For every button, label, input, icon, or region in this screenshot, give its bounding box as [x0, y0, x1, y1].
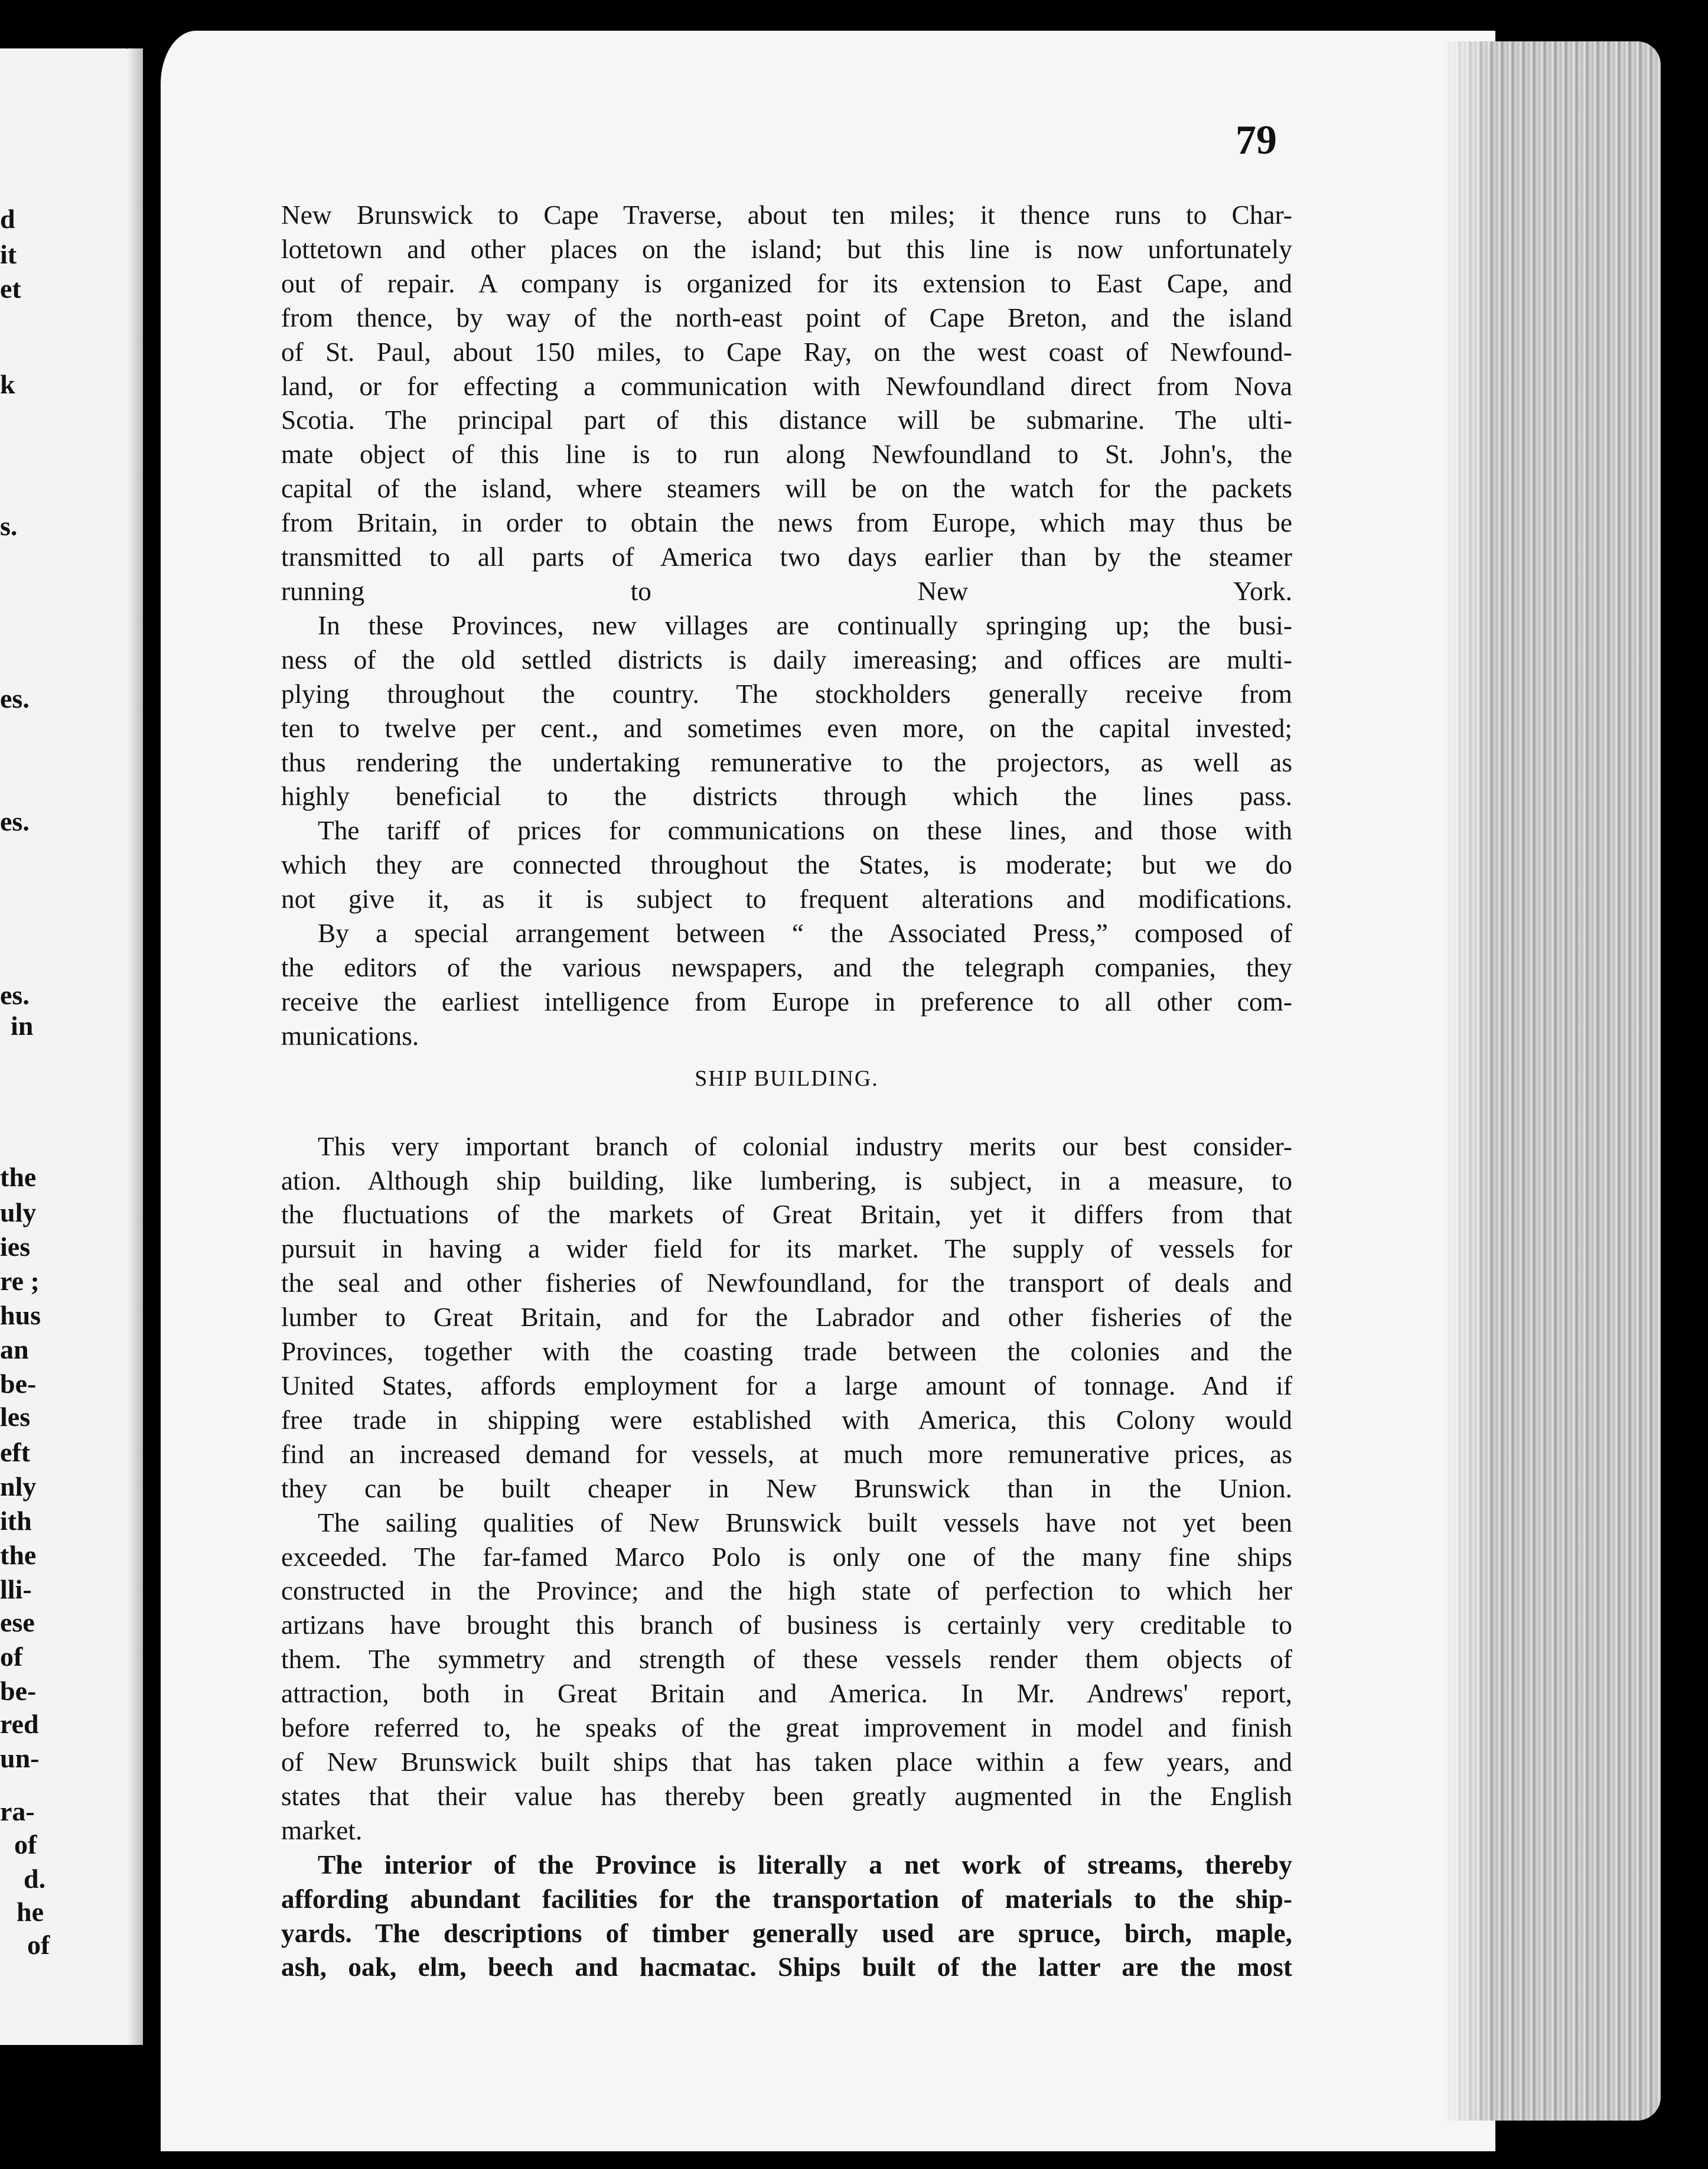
text-line: plying throughout the country. The stockholders generally receive from — [281, 679, 1292, 709]
text-line: of New Brunswick built ships that has taken place within a few years, and — [281, 1747, 1292, 1777]
text-line: free trade in shipping were established with America, this Colony would — [281, 1405, 1292, 1435]
text-line: before referred to, he speaks of the great improvement in model and finish — [281, 1713, 1292, 1743]
left-page-fragment: hus — [0, 1300, 41, 1330]
text-line: attraction, both in Great Britain and America. In Mr. Andrews' report, — [281, 1679, 1292, 1709]
left-page-fragment: ra- — [0, 1796, 35, 1826]
text-line: In these Provinces, new villages are continually springing up; the busi- — [318, 610, 1292, 640]
left-page-edge — [0, 48, 143, 2045]
text-line: of St. Paul, about 150 miles, to Cape Ray, on the west coast of Newfound- — [281, 337, 1292, 367]
paragraph-telegraph-line — [281, 198, 1292, 609]
left-page-fragment: eft — [0, 1437, 31, 1467]
left-page-fragment: an — [0, 1334, 29, 1364]
text-line: yards. The descriptions of timber generally used are spruce, birch, maple, — [281, 1918, 1292, 1948]
text-line: ation. Although ship building, like lumbering, is subject, in a measure, to — [281, 1165, 1292, 1196]
text-column — [281, 198, 1292, 1985]
paragraph-new-villages — [281, 609, 1292, 814]
left-page-fragment: nly — [0, 1471, 37, 1502]
text-line: highly beneficial to the districts through which the lines pass. — [281, 781, 1292, 812]
text-line: from Britain, in order to obtain the news from Europe, which may thus be — [281, 508, 1292, 538]
left-page-fragment: uly — [0, 1197, 37, 1227]
left-page-fragment: es. — [0, 683, 30, 714]
left-page-fragment: s. — [0, 511, 18, 541]
text-line: mate object of this line is to run along Newfoundland to St. John's, the — [281, 439, 1292, 470]
left-page-fragment: lli- — [0, 1574, 32, 1604]
left-page-fragment: be- — [0, 1369, 37, 1399]
text-line: land, or for effecting a communication with Newfoundland direct from Nova — [281, 371, 1292, 401]
text-line: the fluctuations of the markets of Great Britain, yet it differs from that — [281, 1200, 1292, 1230]
left-page-fragment: es. — [0, 806, 30, 836]
text-line: which they are connected throughout the States, is moderate; but we do — [281, 850, 1292, 880]
text-line: Provinces, together with the coasting trade between the colonies and the — [281, 1337, 1292, 1367]
text-line: affording abundant facilities for the transportation of materials to the ship- — [281, 1884, 1292, 1914]
paragraph-tariff — [281, 814, 1292, 917]
left-page-fragment: ith — [0, 1506, 32, 1536]
left-page-fragment: les — [0, 1402, 31, 1432]
left-page-fragment: it — [0, 239, 17, 269]
page-stack-edges — [1441, 41, 1661, 2121]
text-line: This very important branch of colonial industry merits our best consider- — [318, 1131, 1292, 1161]
left-page-fragment: et — [0, 273, 21, 304]
text-line: The sailing qualities of New Brunswick built vessels have not yet been — [318, 1507, 1292, 1538]
text-line: The interior of the Province is literally a net work of streams, thereby — [318, 1849, 1292, 1880]
left-page-fragment: ies — [0, 1232, 31, 1262]
text-line: munications. — [281, 1021, 419, 1051]
text-line: constructed in the Province; and the high state of perfection to which her — [281, 1576, 1292, 1606]
text-line: United States, affords employment for a large amount of tonnage. And if — [281, 1371, 1292, 1401]
text-line: By a special arrangement between “ the Associated Press,” composed of — [318, 919, 1292, 949]
text-line: exceeded. The far-famed Marco Polo is only one of the many fine ships — [281, 1542, 1292, 1572]
paragraph-ship-building — [281, 1130, 1292, 1506]
text-line: they can be built cheaper in New Brunswick than in the Union. — [281, 1473, 1292, 1503]
text-line: thus rendering the undertaking remunerative to the projectors, as well as — [281, 747, 1292, 777]
left-page-fragment: red — [0, 1709, 39, 1739]
left-page-fragment: re ; — [0, 1266, 40, 1296]
page-number: 79 — [1236, 118, 1277, 163]
paragraph-sailing-qualities — [281, 1506, 1292, 1848]
left-page-fragment: of — [27, 1930, 50, 1960]
left-page-fragment: d — [0, 204, 15, 234]
left-page-fragment: of — [0, 1642, 23, 1672]
left-page-fragment: k — [0, 369, 15, 399]
text-line: Scotia. The principal part of this distance will be submarine. The ulti- — [281, 405, 1292, 435]
text-line: the seal and other fisheries of Newfoundland, for the transport of deals and — [281, 1268, 1292, 1298]
text-line: from thence, by way of the north-east point of Cape Breton, and the island — [281, 302, 1292, 333]
left-page-fragment: the — [0, 1162, 37, 1192]
left-page-fragment: es. — [0, 980, 30, 1010]
text-line: states that their value has thereby been greatly augmented in the English — [281, 1781, 1292, 1811]
left-page-gutter — [128, 48, 143, 2045]
text-line: not give it, as it is subject to frequent alterations and modifications. — [281, 884, 1292, 914]
text-line: market. — [281, 1815, 363, 1845]
text-line: ness of the old settled districts is daily imereasing; and offices are multi- — [281, 644, 1292, 675]
text-line: capital of the island, where steamers will be on the watch for the packets — [281, 474, 1292, 504]
text-line: artizans have brought this branch of business is certainly very creditable to — [281, 1610, 1292, 1640]
left-page-fragment: of — [14, 1829, 37, 1859]
left-page-fragment: ese — [0, 1607, 35, 1637]
left-page-fragment: be- — [0, 1676, 37, 1706]
text-line: transmitted to all parts of America two days earlier than by the steamer — [281, 542, 1292, 572]
text-line: receive the earliest intelligence from Europe in preference to all other com- — [281, 986, 1292, 1017]
text-line: pursuit in having a wider field for its market. The supply of vessels for — [281, 1234, 1292, 1264]
text-line: the editors of the various newspapers, and the telegraph companies, they — [281, 952, 1292, 982]
text-line: them. The symmetry and strength of these vessels render them objects of — [281, 1644, 1292, 1675]
text-line: find an increased demand for vessels, at much more remunerative prices, as — [281, 1439, 1292, 1469]
paragraph-associated-press — [281, 917, 1292, 1054]
left-page-fragment: the — [0, 1540, 37, 1570]
text-line: running to New York. — [281, 576, 1292, 606]
left-page-fragment: d. — [24, 1864, 46, 1894]
text-line: lumber to Great Britain, and for the Labrador and other fisheries of the — [281, 1302, 1292, 1333]
text-line: The tariff of prices for communications on these lines, and those with — [318, 816, 1292, 846]
text-line: out of repair. A company is organized for its extension to East Cape, and — [281, 268, 1292, 298]
left-page-fragment: he — [17, 1897, 44, 1927]
text-line: New Brunswick to Cape Traverse, about ten miles; it thence runs to Char- — [281, 200, 1292, 230]
left-page-fragment: in — [11, 1011, 34, 1041]
text-line: ten to twelve per cent., and sometimes even more, on the capital invested; — [281, 713, 1292, 743]
paragraph-interior-streams — [281, 1848, 1292, 1985]
left-page-fragment: un- — [0, 1743, 40, 1773]
text-line: ash, oak, elm, beech and hacmatac. Ships built of the latter are the most — [281, 1952, 1292, 1982]
text-line: lottetown and other places on the island; but this line is now unfortunately — [281, 234, 1292, 264]
section-heading: SHIP BUILDING. — [695, 1066, 879, 1091]
